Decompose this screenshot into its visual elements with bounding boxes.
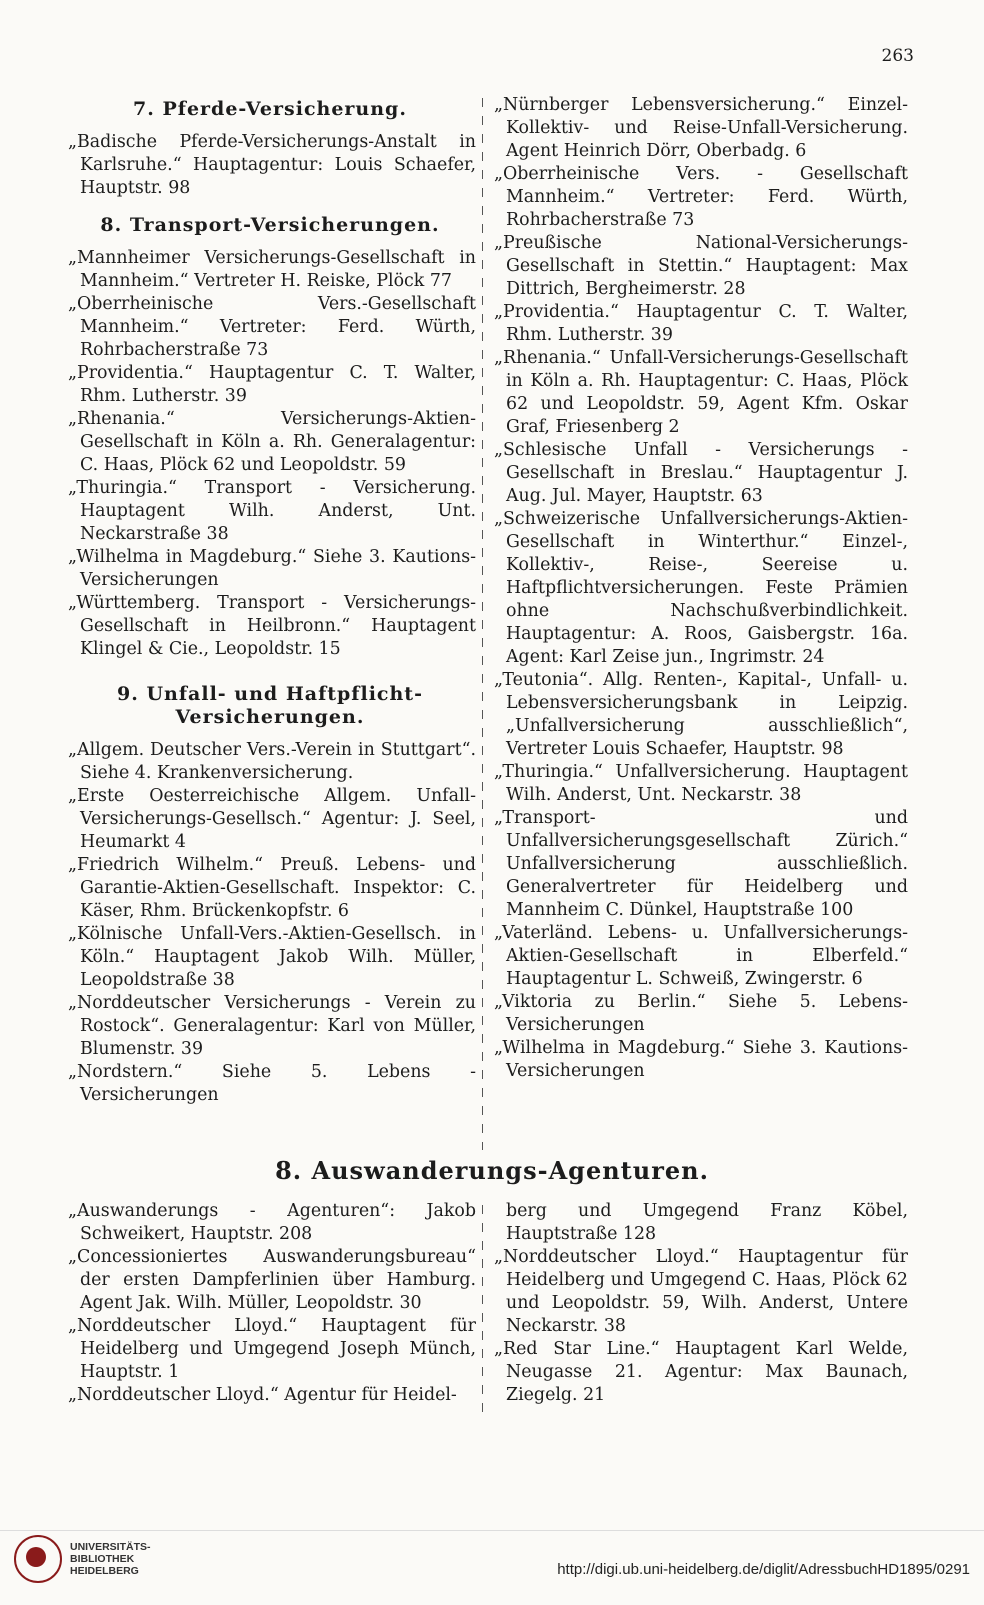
list-item: „Norddeutscher Lloyd.“ Agentur für Heidel-	[68, 1385, 457, 1405]
footer-divider	[0, 1530, 984, 1531]
list-item: „Viktoria zu Berlin.“ Siehe 5. Lebens-Versicherungen	[494, 992, 908, 1035]
list-item: „Mannheimer Versicherungs-Gesellschaft in Mannheim.“ Vertreter H. Reiske, Plöck 77	[68, 248, 476, 291]
list-item: „Vaterländ. Lebens- u. Unfallversicherungs-Aktien-Gesellschaft in Elberfeld.“ Hauptagentur L. Schweiß, Zwingerstr. 6	[494, 923, 908, 989]
library-name: UNIVERSITÄTS- BIBLIOTHEK HEIDELBERG	[70, 1541, 151, 1577]
list-item: „Nürnberger Lebensversicherung.“ Einzel-Kollektiv- und Reise-Unfall-Versicherung. Agent Heinrich Dörr, Oberbadg. 6	[494, 95, 908, 161]
section-title-8: 8. Transport-Versicherungen.	[100, 214, 440, 236]
list-item: „Wilhelma in Magdeburg.“ Siehe 3. Kautions-Versicherungen	[68, 547, 476, 590]
list-item: „Rhenania.“ Unfall-Versicherungs-Gesellschaft in Köln a. Rh. Hauptagentur: C. Haas, Plöck 62 und Leopoldstr. 59, Agent Kfm. Oskar Graf, Friesenberg 2	[494, 348, 908, 437]
list-item: „Nordstern.“ Siehe 5. Lebens - Versicherungen	[68, 1062, 476, 1105]
list-item: „Thuringia.“ Unfallversicherung. Hauptagent Wilh. Anderst, Unt. Neckarstr. 38	[494, 762, 908, 805]
list-item: berg und Umgegend Franz Köbel, Hauptstraße 128	[506, 1201, 908, 1244]
list-item: „Preußische National-Versicherungs-Gesellschaft in Stettin.“ Hauptagent: Max Dittrich, Bergheimerstr. 28	[494, 233, 908, 299]
list-item: „Wilhelma in Magdeburg.“ Siehe 3. Kautions-Versicherungen	[494, 1038, 908, 1081]
list-item: „Erste Oesterreichische Allgem. Unfall-Versicherungs-Gesellsch.“ Agentur: J. Seel, Heumarkt 4	[68, 786, 476, 852]
university-seal-icon	[14, 1535, 62, 1583]
list-item: „Red Star Line.“ Hauptagent Karl Welde, Neugasse 21. Agentur: Max Baunach, Ziegelg. 21	[494, 1339, 908, 1405]
section-title-auswanderung: 8. Auswanderungs-Agenturen.	[275, 1156, 709, 1185]
list-item: „Teutonia“. Allg. Renten-, Kapital-, Unfall- u. Lebensversicherungsbank in Leipzig. „Unfallversicherung ausschließlich“, Vertreter Louis Schaefer, Hauptstr. 98	[494, 670, 908, 759]
source-url[interactable]: http://digi.ub.uni-heidelberg.de/diglit/AdressbuchHD1895/0291	[557, 1561, 970, 1578]
section-title-7: 7. Pferde-Versicherung.	[133, 98, 407, 120]
list-item: „Allgem. Deutscher Vers.-Verein in Stuttgart“. Siehe 4. Krankenversicherung.	[68, 740, 476, 783]
list-item: „Thuringia.“ Transport - Versicherung. Hauptagent Wilh. Anderst, Unt. Neckarstraße 38	[68, 478, 476, 544]
list-item: „Oberrheinische Vers.-Gesellschaft Mannheim.“ Vertreter: Ferd. Würth, Rohrbacherstraße 73	[68, 294, 476, 360]
list-item: „Schlesische Unfall - Versicherungs - Gesellschaft in Breslau.“ Hauptagentur J. Aug. Jul. Mayer, Hauptstr. 63	[494, 440, 908, 506]
column-divider	[482, 1205, 483, 1415]
section-title-9: 9. Unfall- und Haftpflicht-Versicherungen.	[117, 683, 423, 728]
list-item: „Concessioniertes Auswanderungsbureau“ der ersten Dampferlinien über Hamburg. Agent Jak. Wilh. Müller, Leopoldstr. 30	[68, 1247, 476, 1313]
list-item: „Kölnische Unfall-Vers.-Aktien-Gesellsch. in Köln.“ Hauptagent Jakob Wilh. Müller, Leopoldstraße 38	[68, 924, 476, 990]
page-number: 263	[881, 46, 914, 66]
library-logo	[14, 1535, 151, 1583]
list-item: „Norddeutscher Lloyd.“ Hauptagentur für Heidelberg und Umgegend C. Haas, Plöck 62 und Leopoldstr. 59, Wilh. Anderst, Untere Neckarstr. 38	[494, 1247, 908, 1336]
list-item: „Württemberg. Transport - Versicherungs-Gesellschaft in Heilbronn.“ Hauptagent Klingel & Cie., Leopoldstr. 15	[68, 593, 476, 659]
right-column	[490, 94, 908, 1083]
list-item: „Auswanderungs - Agenturen“: Jakob Schweikert, Hauptstr. 208	[68, 1201, 476, 1244]
left-column	[64, 92, 476, 1107]
list-item: „Providentia.“ Hauptagentur C. T. Walter, Rhm. Lutherstr. 39	[494, 302, 908, 345]
list-item: „Norddeutscher Lloyd.“ Hauptagent für Heidelberg und Umgegend Joseph Münch, Hauptstr. 1	[68, 1316, 476, 1382]
list-item: „Badische Pferde-Versicherungs-Anstalt in Karlsruhe.“ Hauptagentur: Louis Schaefer, Hauptstr. 98	[68, 132, 476, 198]
list-item: „Transport- und Unfallversicherungsgesellschaft Zürich.“ Unfallversicherung ausschließlich. Generalvertreter für Heidelberg und Mannheim C. Dünkel, Hauptstraße 100	[494, 808, 908, 920]
column-divider	[482, 98, 483, 1150]
list-item: „Rhenania.“ Versicherungs-Aktien-Gesellschaft in Köln a. Rh. Generalagentur: C. Haas, Plöck 62 und Leopoldstr. 59	[68, 409, 476, 475]
list-item: „Norddeutscher Versicherungs - Verein zu Rostock“. Generalagentur: Karl von Müller, Blumenstr. 39	[68, 993, 476, 1059]
list-item: „Oberrheinische Vers. - Gesellschaft Mannheim.“ Vertreter: Ferd. Würth, Rohrbacherstraße 73	[494, 164, 908, 230]
auswanderung-left-column	[64, 1200, 476, 1407]
auswanderung-right-column	[490, 1200, 908, 1407]
list-item: „Providentia.“ Hauptagentur C. T. Walter, Rhm. Lutherstr. 39	[68, 363, 476, 406]
list-item: „Friedrich Wilhelm.“ Preuß. Lebens- und Garantie-Aktien-Gesellschaft. Inspektor: C. Käser, Rhm. Brückenkopfstr. 6	[68, 855, 476, 921]
list-item: „Schweizerische Unfallversicherungs-Aktien-Gesellschaft in Winterthur.“ Einzel-, Kollektiv-, Reise-, Seereise u. Haftpflichtversicherungen. Feste Prämien ohne Nachschußverbindlichkeit. Hauptagentur: A. Roos, Gaisbergstr. 16a. Agent: Karl Zeise jun., Ingrimstr. 24	[494, 509, 908, 667]
